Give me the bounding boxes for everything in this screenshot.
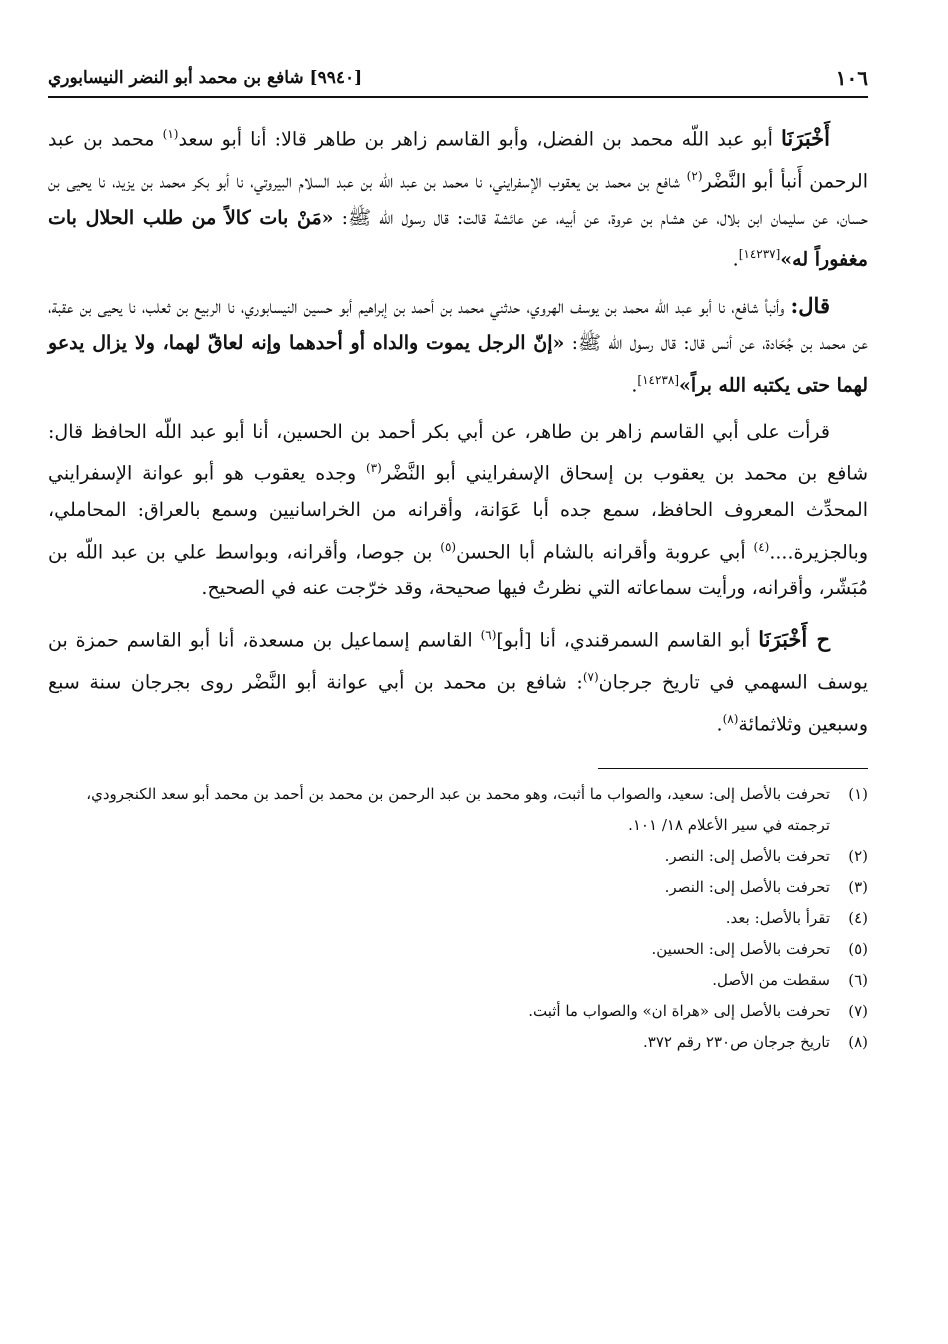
footnote-number: (٨): [848, 1033, 868, 1052]
footnote-ref: (٥): [440, 539, 457, 554]
text: .: [716, 712, 723, 735]
text: أبي عروبة وأقرانه بالشام أبا الحسن: [456, 540, 754, 563]
footnote-number: (١): [848, 785, 868, 804]
text: وجده يعقوب هو أبو عوانة الإسفرايني المحدِّث المعروف الحافظ، سمع جده أبا عَوَانة، وأقرانه من الخراسانيين وسمع بالعراق: المحاملي، وبالجزيرة....: [48, 462, 869, 563]
text: شافع بن محمد بن يعقوب الإسفرايني، نا محمد بن عبد اللّه بن عبد السلام البيروتي، نا أبو بكر محمد بن يزيد، نا يحيى بن حسان، عن سليمان ابن بلال، عن هشام بن عروة، عن أبيه، عن عائشة قالت: قال رسول الله ﷺ:: [48, 170, 868, 229]
footnote-text: تحرفت بالأصل إلى «هراة ان» والصواب ما أثبت.: [528, 1002, 830, 1021]
footnote-ref: (٧): [582, 669, 599, 684]
footnote-ref: (٨): [722, 711, 739, 726]
hadith-number: [١٤٢٣٧]: [738, 247, 781, 262]
text: .: [732, 248, 739, 271]
footnote: [48, 1027, 868, 1058]
footnote-ref: (٣): [365, 461, 382, 476]
hadith-text: «إنّ الرجل يموت والداه أو أحدهما وإنه لعاقّ لهما، ولا يزال يدعو لهما حتى يكتبه الله براً»: [48, 332, 868, 397]
footnote-number: (٦): [848, 971, 868, 990]
main-text: [48, 116, 868, 742]
text: .: [631, 374, 638, 397]
text: : شافع بن محمد بن أبي عوانة أبو النَّضْر روى بجرجان سنة سبع وسبعين وثلاثمائة: [48, 671, 868, 735]
footnote-number: (٣): [848, 878, 868, 897]
paragraph-4: [48, 617, 868, 742]
text: محمد بن عبد الرحمن أَنبأ أبو النَّضْر: [48, 128, 868, 193]
footnote: [48, 996, 868, 1027]
footnote-text: تحرفت بالأصل إلى: النصر.: [664, 878, 830, 897]
footnotes: [48, 779, 868, 1058]
hadith-number: [١٤٢٣٨]: [637, 372, 679, 387]
footnote: [48, 872, 868, 903]
hadith-text: «مَنْ بات كالاً من طلب الحلال بات مغفوراً له»: [48, 206, 868, 271]
footnote-ref: (٢): [686, 168, 703, 183]
footnote-text: سقطت من الأصل.: [712, 971, 830, 990]
text: وأنبأ شافع، نا أبو عبد اللّه محمد بن يوسف الهروي، حدثني محمد بن أحمد بن إبراهيم أبو حسين النيسابوري، نا الربيع بن ثعلب، نا يحيى بن عقبة، عن محمد بن جُحَادة، عن أنس قال: قال رسول الله ﷺ:: [48, 295, 868, 355]
keyword-akhbarana: ح أَخْبَرَنَا: [758, 626, 830, 652]
footnote-text: تحرفت بالأصل إلى: الحسين.: [651, 940, 830, 959]
footnote: [48, 779, 868, 841]
footnote-text: تحرفت بالأصل إلى: سعيد، والصواب ما أثبت، وهو محمد بن عبد الرحمن بن محمد بن أحمد بن محمد أبو سعد الكنجرودي، ترجمته في سير الأعلام ١٨/ ١٠١.: [86, 785, 830, 835]
footnote-ref: (٦): [480, 627, 497, 642]
running-title: [٩٩٤٠] شافع بن محمد أبو النضر النيسابوري: [48, 68, 363, 88]
paragraph-3: [48, 414, 868, 607]
page-number: ١٠٦: [835, 66, 868, 90]
footnote-ref: (١): [162, 127, 179, 141]
page: [48, 60, 868, 1058]
footnote-text: تاريخ جرجان ص٢٣٠ رقم ٣٧٢.: [643, 1033, 830, 1052]
keyword-akhbarana: أَخْبَرَنَا: [781, 125, 830, 151]
footnote: [48, 903, 868, 934]
text: أبو القاسم السمرقندي، أنا [أبو]: [496, 629, 759, 652]
footnote-text: تحرفت بالأصل إلى: النصر.: [664, 847, 830, 866]
footnote-number: (٢): [848, 847, 868, 866]
text: القاسم إسماعيل بن مسعدة، أنا أبو القاسم حمزة بن يوسف السهمي في تاريخ جرجان: [48, 629, 868, 694]
footnote-text: تقرأ بالأصل: بعد.: [725, 909, 830, 928]
footnote-separator: [598, 768, 868, 769]
text: بن جوصا، وأقرانه، وبواسط علي بن عبد اللّه بن مُبَشّر، وأقرانه، ورأيت سماعاته التي نظرتُ فيها صحيحة، وقد خرّجت عنه في الصحيح.: [48, 540, 868, 600]
footnote-ref: (٤): [753, 539, 770, 554]
footnote-number: (٥): [848, 940, 868, 959]
footnote: [48, 841, 868, 872]
footnote: [48, 965, 868, 996]
footnote-number: (٤): [848, 909, 868, 928]
page-header: [48, 60, 868, 98]
footnote: [48, 934, 868, 965]
paragraph-2: [48, 288, 868, 404]
text: أبو عبد اللّه محمد بن الفضل، وأبو القاسم زاهر بن طاهر قالا: أنا أبو سعد: [178, 128, 782, 151]
paragraph-1: [48, 116, 868, 278]
footnote-number: (٧): [848, 1002, 868, 1021]
keyword-qala: قال:: [790, 292, 830, 318]
text: قرأت على أبي القاسم زاهر بن طاهر، عن أبي بكر أحمد بن الحسين، أنا أبو عبد اللّه الحافظ قال: شافع بن محمد بن يعقوب بن إسحاق الإسفرايني أبو النَّضْر: [48, 420, 868, 485]
